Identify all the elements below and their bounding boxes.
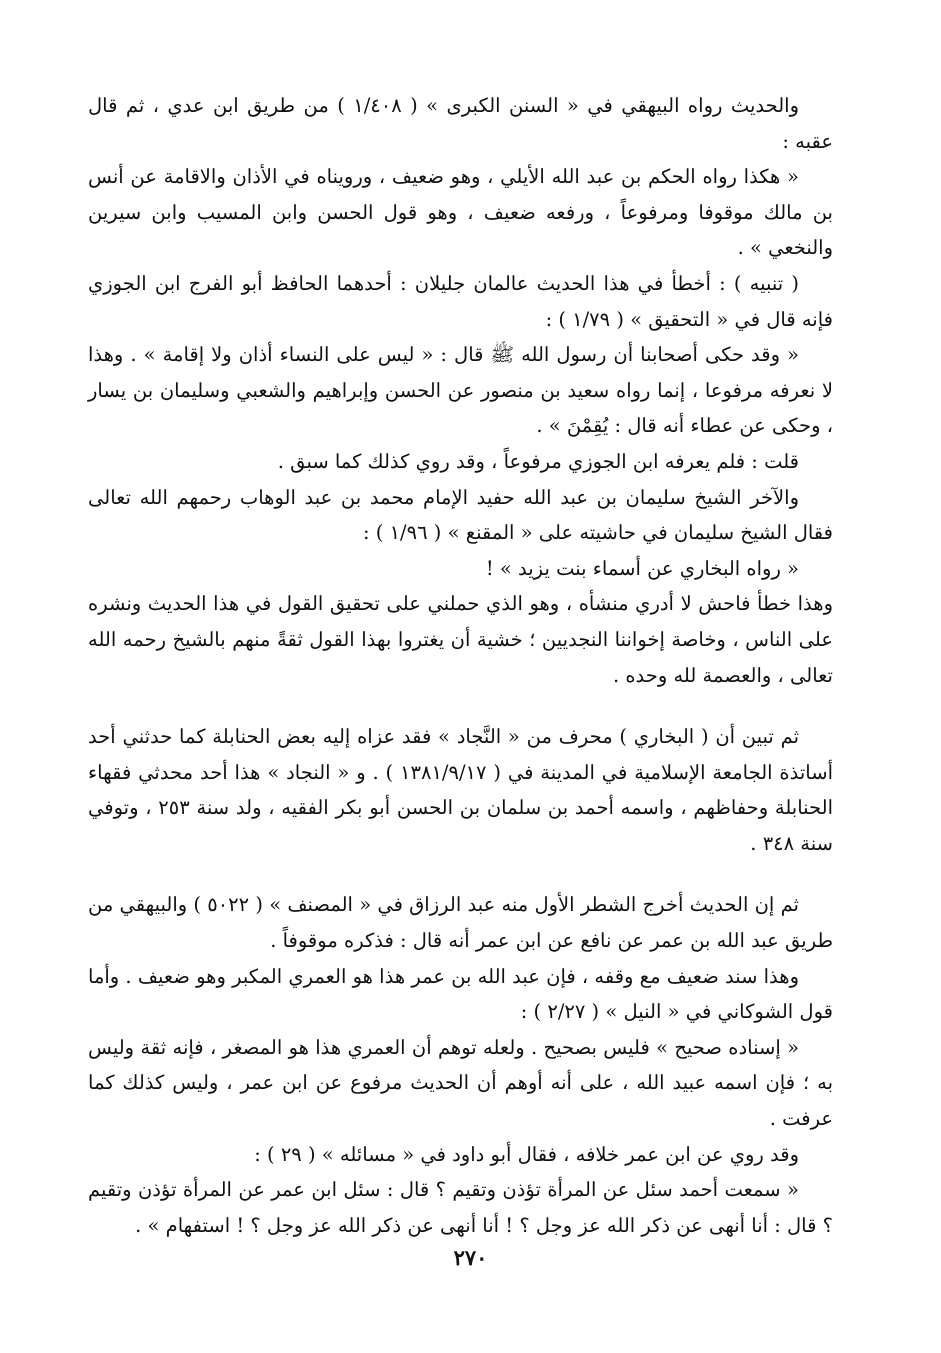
paragraph-abdurrazzaq: ثم إن الحديث أخرج الشطر الأول منه عبد الرزاق في « المصنف » ( ٥٠٢٢ ) والبيهقي من طريق عبد الله بن عمر عن نافع عن ابن عمر أنه قال : فذكره موقوفاً . [88, 893, 833, 953]
paragraph-ibn-jawzi-quote: « وقد حكى أصحابنا أن رسول الله ﷺ قال : « ليس على النساء أذان ولا إقامة » . وهذا لا نعرفه مرفوعا ، إنما رواه سعيد بن منصور عن الحسن وإبراهيم والشعبي وسليمان بن يسار ، وحكى عن عطاء أنه قال : يُقِمْنَ » . [88, 343, 833, 438]
paragraph-comment: قلت : فلم يعرفه ابن الجوزي مرفوعاً ، وقد روي كذلك كما سبق . [277, 449, 799, 473]
paragraph-bayhaqi-source: والحديث رواه البيهقي في « السنن الكبرى » ( ١/٤٠٨ ) من طريق ابن عدي ، ثم قال عقبه : [88, 94, 833, 153]
paragraph-error-note: وهذا خطأ فاحش لا أدري منشأه ، وهو الذي حملني على تحقيق القول في هذا الحديث ونشره على الناس ، وخاصة إخواننا النجديين ؛ خشية أن يغتروا بهذا القول ثقةً منهم بالشيخ رحمه الله تعالى ، والعصمة لله وحده . [88, 592, 833, 687]
paragraph-abu-dawud: وقد روي عن ابن عمر خلافه ، فقال أبو داود في « مسائله » ( ٢٩ ) : [254, 1142, 799, 1166]
paragraph-sanad: وهذا سند ضعيف مع وقفه ، فإن عبد الله بن عمر هذا هو العمري المكبر وهو ضعيف . وأما قول الشوكاني في « النيل » ( ٢/٢٧ ) : [88, 964, 833, 1024]
paragraph-sulayman: والآخر الشيخ سليمان بن عبد الله حفيد الإمام محمد بن عبد الوهاب رحمهم الله تعالى فقال الشيخ سليمان في حاشيته على « المقنع » ( ١/٩٦ ) : [88, 485, 833, 545]
paragraph-najjad: ثم تبين أن ( البخاري ) محرف من « النَّجاد » فقد عزاه إليه بعض الحنابلة كما حدثني أحد أساتذة الجامعة الإسلامية في المدينة في ( ١٣٨١/٩/١٧ ) . و « النجاد » هذا أحد محدثي فقهاء الحنابلة وحفاظهم ، واسمه أحمد بن سلمان بن الحسن أبو بكر الفقيه ، ولد سنة ٢٥٣ ، وتوفي سنة ٣٤٨ . [88, 725, 833, 855]
page-number: ٢٧٠ [453, 1245, 488, 1270]
paragraph-bayhaqi-quote: « هكذا رواه الحكم بن عبد الله الأيلي ، وهو ضعيف ، ورويناه في الأذان والاقامة عن أنس بن مالك موقوفا ومرفوعاً ، ورفعه ضعيف ، وهو قول الحسن وابن المسيب وابن سيرين والنخعي » . [88, 165, 833, 260]
paragraph-warning: ( تنبيه ) : أخطأ في هذا الحديث عالمان جليلان : أحدهما الحافظ أبو الفرج ابن الجوزي فإنه قال في « التحقيق » ( ١/٧٩ ) : [88, 271, 833, 331]
paragraph-shawkani: « إسناده صحيح » فليس بصحيح . ولعله توهم أن العمري هذا هو المصغر ، فإنه ثقة وليس به ؛ فإن اسمه عبيد الله ، على أنه أوهم أن الحديث مرفوع عن ابن عمر ، وليس كذلك كما عرفت . [88, 1035, 833, 1131]
paragraph-ahmad-quote: « سمعت أحمد سئل عن المرأة تؤذن وتقيم ؟ قال : سئل ابن عمر عن المرأة تؤذن وتقيم ؟ قال : أنا أنهى عن ذكر الله عز وجل ؟ ! أنا أنهى عن ذكر الله عز وجل ؟ ! استفهام » . [88, 1178, 833, 1237]
body-text [88, 88, 833, 1243]
paragraph-bukhari-attribution: « رواه البخاري عن أسماء بنت يزيد » ! [485, 556, 799, 580]
